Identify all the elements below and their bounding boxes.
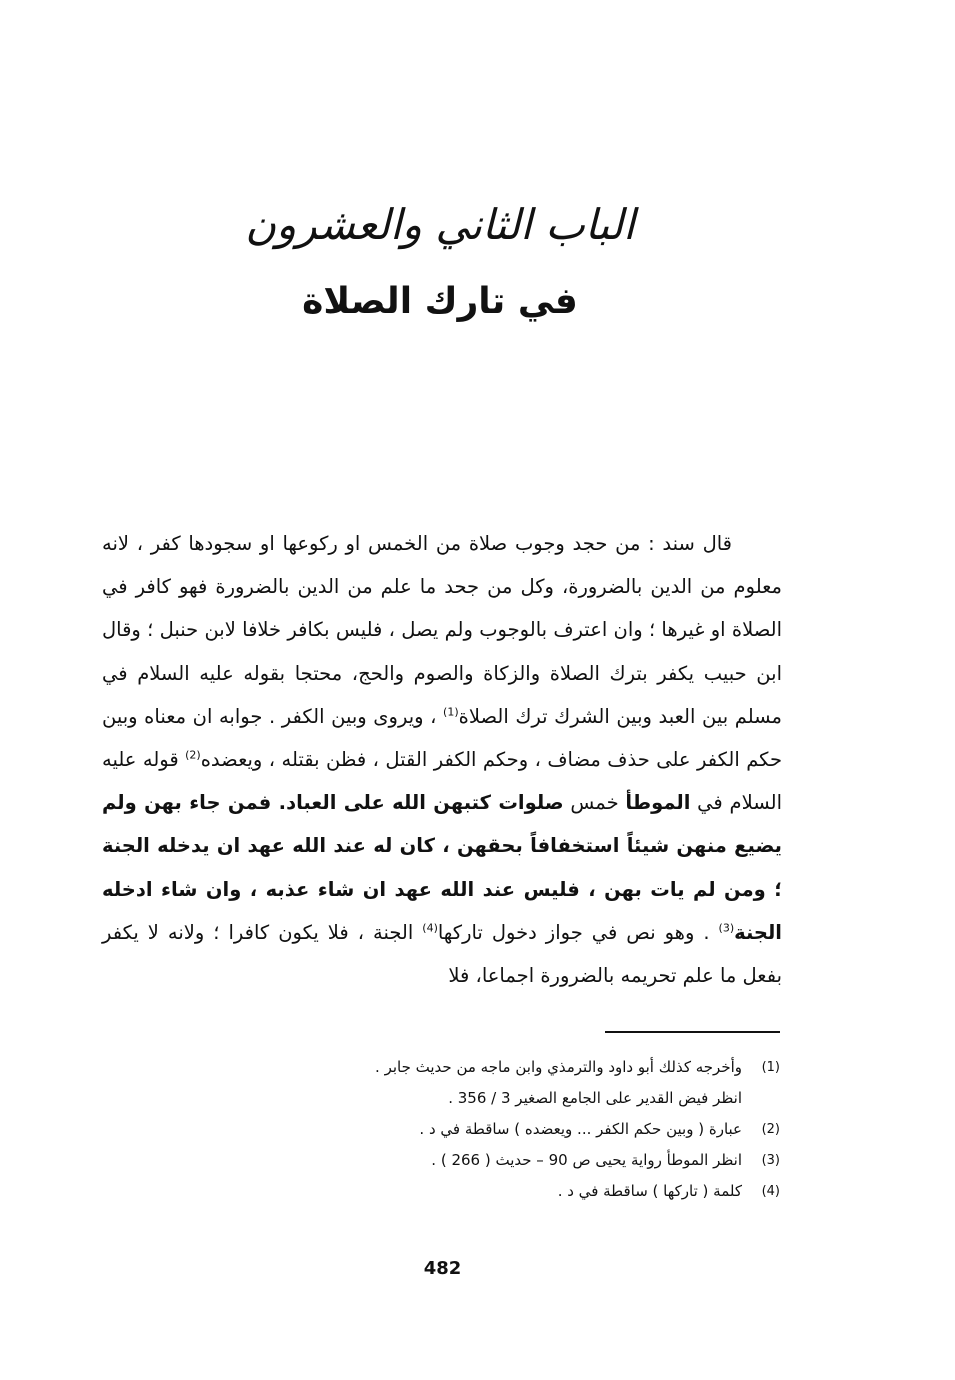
footnote-item [240, 1145, 780, 1176]
footnote-reference-2: (2) [185, 748, 201, 762]
footnote-number: (1) [761, 1060, 780, 1075]
footnote-reference-1: (1) [443, 705, 459, 719]
footnote-text: كلمة ( تاركها ) ساقطة في د . [557, 1182, 742, 1200]
footnote-text: عبارة ( وبين حكم الكفر ... ويعضده ) ساقطة في د . [419, 1120, 742, 1138]
page-number: 482 [423, 1258, 462, 1279]
footnote-item [240, 1114, 780, 1145]
body-segment-4: خمس [563, 791, 626, 815]
footnote-number: (3) [761, 1153, 780, 1168]
footnote-item [240, 1176, 780, 1207]
main-body-text [102, 522, 782, 997]
body-segment-3: قوله عليه السلام في [102, 748, 782, 815]
chapter-title: الباب الثاني والعشرون [245, 200, 635, 249]
body-segment-5: . وهو نص في جواز دخول تاركها [437, 920, 719, 944]
footnote-continuation: انظر فيض القدير على الجامع الصغير 3 / 356 . [448, 1089, 742, 1107]
footnotes-list [240, 1052, 780, 1207]
footnote-reference-4: (4) [422, 921, 438, 935]
body-segment-2: ، ويروى وبين الكفر . جوابه ان معناه وبين حكم الكفر على حذف مضاف ، وحكم الكفر القتل ، فظن بقتله ، ويعضده [102, 704, 783, 772]
footnote-item [240, 1052, 780, 1114]
chapter-subtitle: في تارك الصلاة [302, 281, 578, 322]
body-paragraph [102, 522, 782, 997]
body-segment-6: الجنة ، فلا يكون كافرا ؛ ولانه لا يكفر بفعل ما علم تحريمه بالضرورة اجماعا، فلا [102, 920, 782, 988]
footnote-body [240, 1052, 742, 1114]
footnote-text: وأخرجه كذلك أبو داود والترمذي وابن ماجه من حديث جابر . [375, 1058, 742, 1076]
footnote-text: انظر الموطأ رواية يحيى ص 90 – حديث ( 266 ) . [431, 1151, 742, 1169]
muwatta-title: الموطأ [625, 791, 691, 815]
hadith-quote: صلوات كتبهن الله على العباد. فمن جاء بهن ولم يضيع منهن شيئاً استخفافاً بحقهن ، كان له عند الله عهد ان يدخله الجنة ؛ ومن لم يات بهن ، فليس عند الله عهد ان شاء عذبه ، وان شاء ادخله الجنة [102, 791, 782, 944]
footnote-number: (4) [761, 1184, 780, 1199]
footnote-reference-3: (3) [718, 921, 735, 935]
footnote-number: (2) [761, 1122, 780, 1137]
footnote-separator [605, 1031, 780, 1033]
body-segment-1: قال سند : من حجد وجوب صلاة من الخمس او ركوعها او سجودها كفر ، لانه معلوم من الدين بالضرورة، وكل من جحد ما علم من الدين بالضرورة فهو كافر في الصلاة او غيرها ؛ وان اعترف بالوجوب ولم يصل ، فليس بكافر خلافا لابن حنبل ؛ وقال ابن حبيب يكفر بترك الصلاة والزكاة والصوم والحج، محتجا بقوله عليه السلام في مسلم بين العبد وبين الشرك ترك الصلاة [102, 532, 782, 728]
